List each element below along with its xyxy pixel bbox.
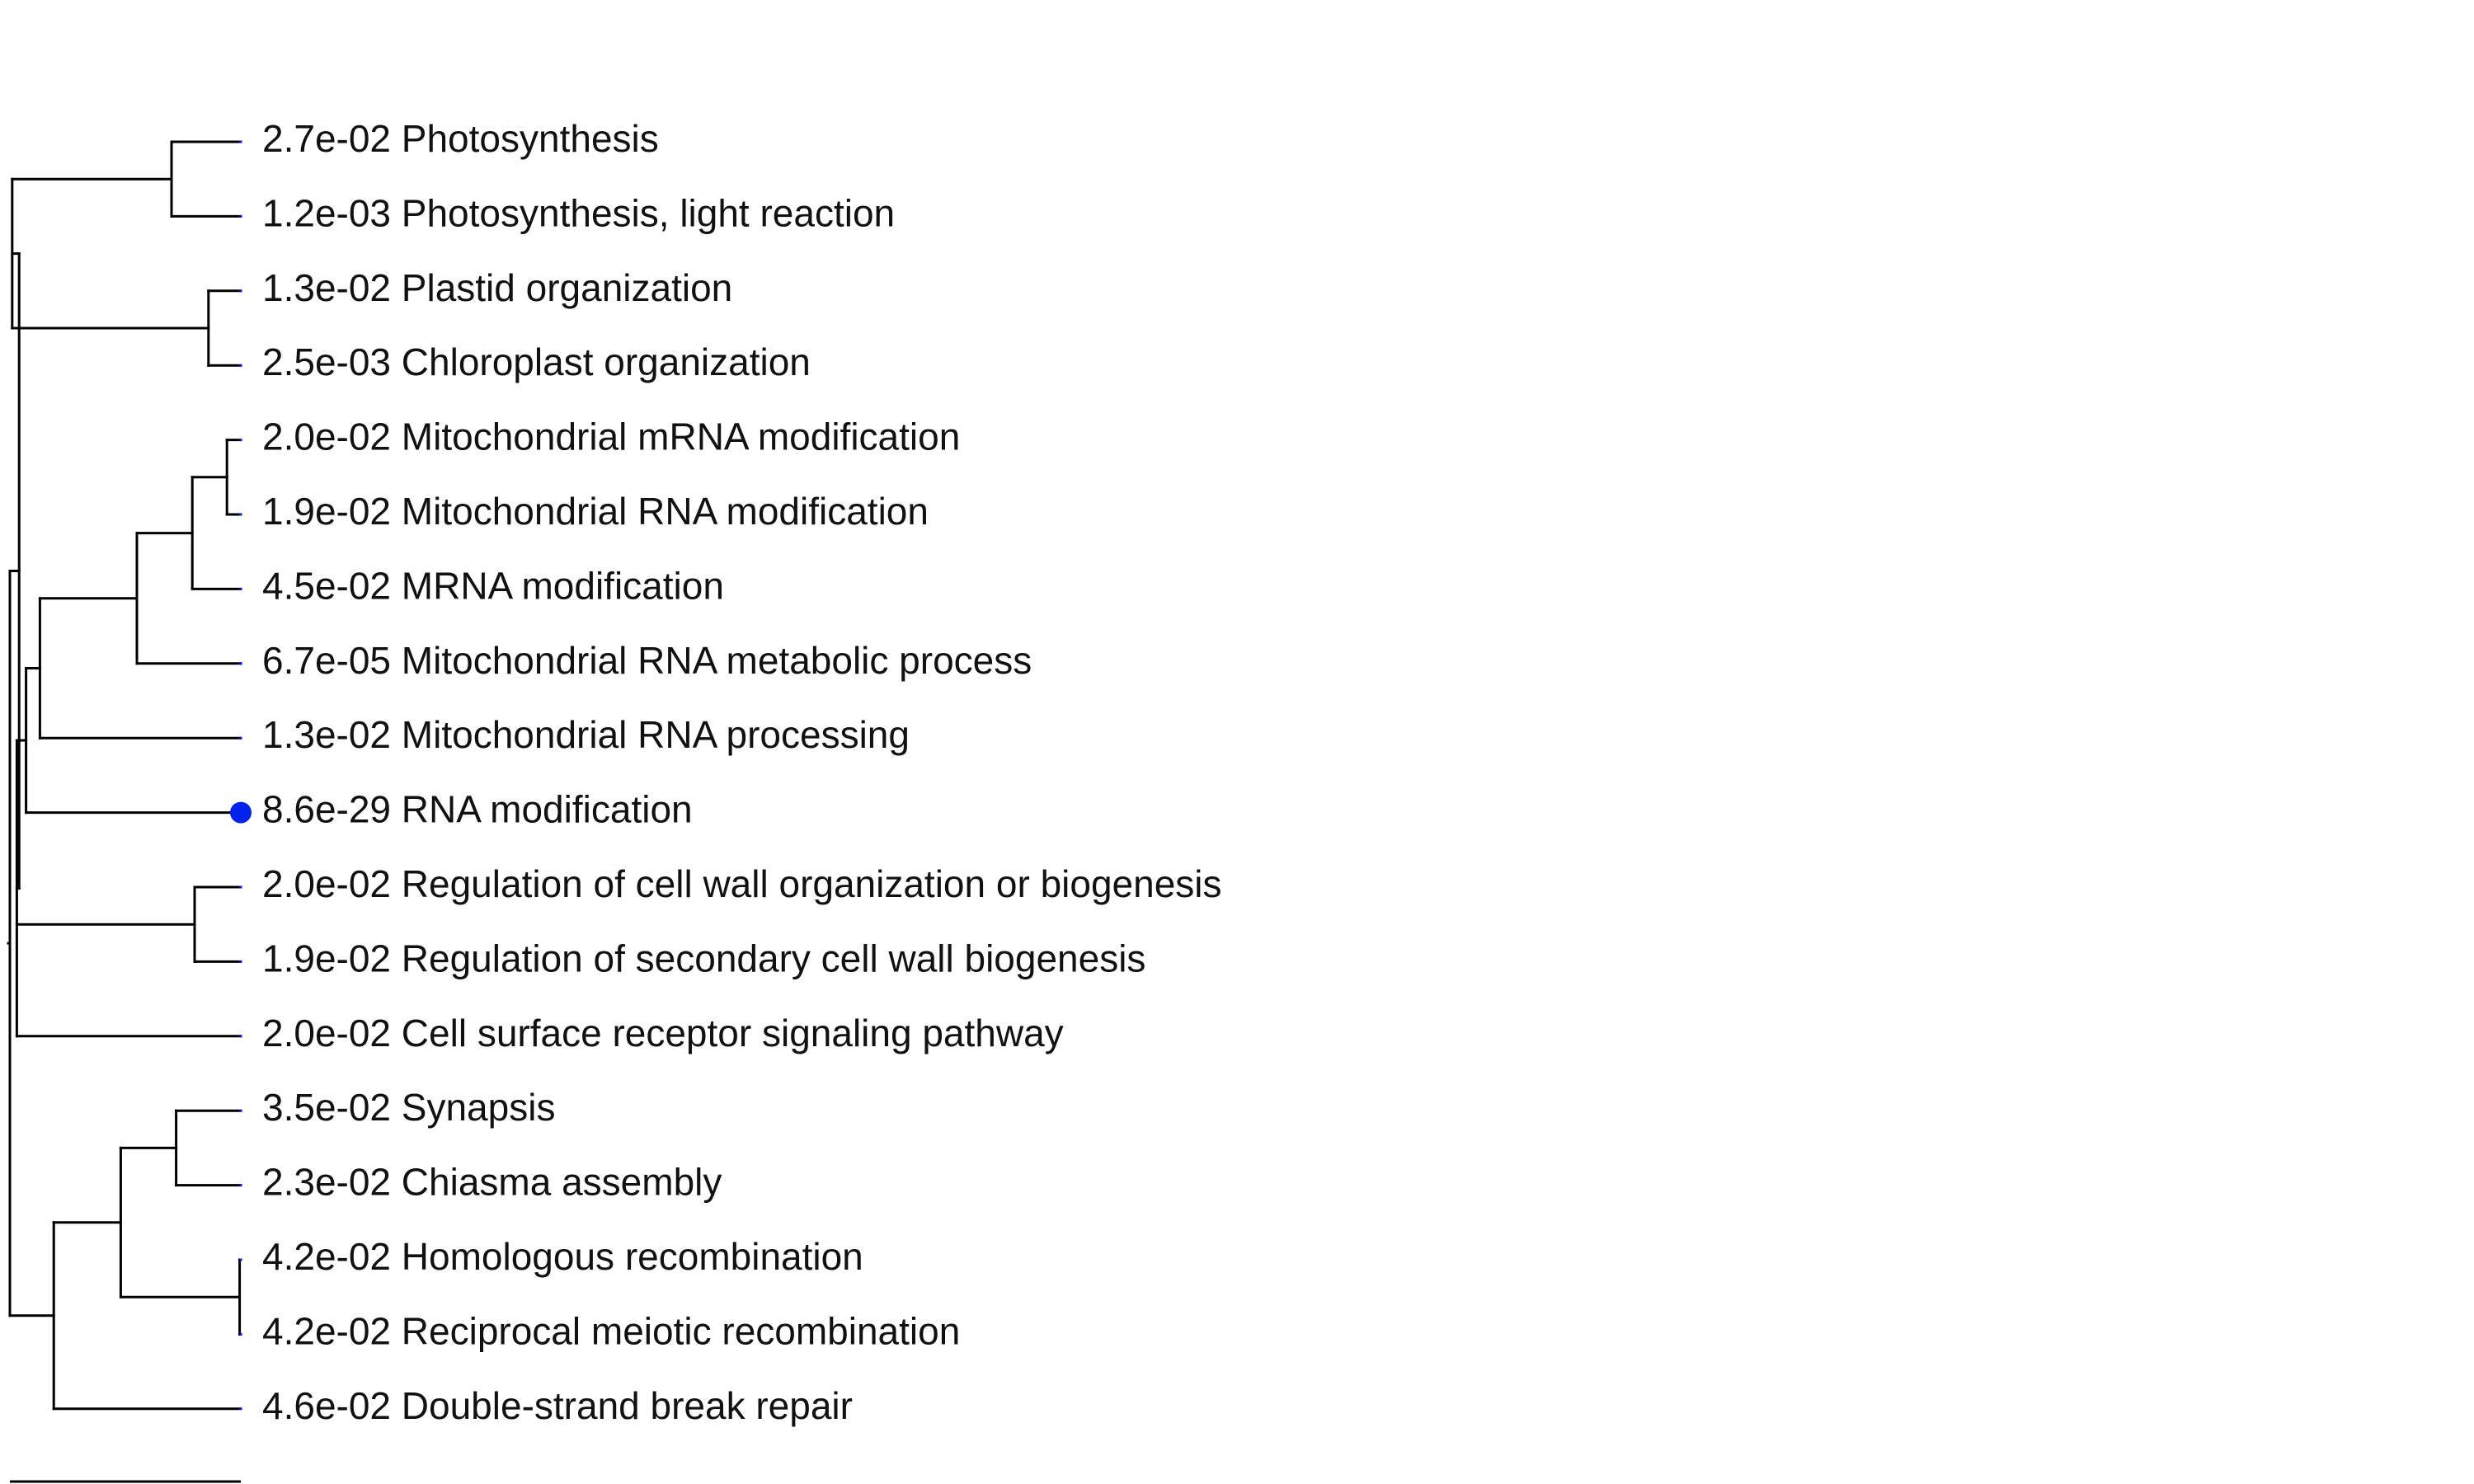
leaf-label-10 <box>262 862 1222 905</box>
leaf-node-12 <box>239 1035 242 1037</box>
leaf-label-3 <box>262 340 811 383</box>
leaf-term-8: Mitochondrial RNA processing <box>391 713 910 757</box>
leaf-node-6 <box>239 588 242 590</box>
leaf-term-9: RNA modification <box>391 787 693 831</box>
leaf-term-16: Reciprocal meiotic recombination <box>391 1309 961 1353</box>
leaf-pvalue-2: 1.3e-02 <box>262 265 392 309</box>
leaf-term-3: Chloroplast organization <box>391 340 811 384</box>
leaf-node-16 <box>239 1333 242 1336</box>
leaf-label-14 <box>262 1161 722 1204</box>
leaf-pvalue-0: 2.7e-02 <box>262 117 392 161</box>
leaf-node-9 <box>230 802 252 824</box>
leaf-pvalue-11: 1.9e-02 <box>262 937 392 980</box>
leaf-term-13: Synapsis <box>391 1086 556 1129</box>
leaf-label-11 <box>262 937 1145 980</box>
leaf-label-6 <box>262 565 724 608</box>
leaf-label-4 <box>262 416 960 458</box>
leaf-label-9 <box>262 788 693 831</box>
leaf-label-8 <box>262 713 910 756</box>
leaf-term-15: Homologous recombination <box>391 1235 863 1279</box>
leaf-label-16 <box>262 1310 960 1353</box>
leaf-pvalue-9: 8.6e-29 <box>262 787 392 831</box>
leaf-term-6: MRNA modification <box>391 564 724 608</box>
leaf-node-3 <box>239 364 242 367</box>
leaf-term-11: Regulation of secondary cell wall biogenesis <box>391 937 1146 980</box>
leaf-label-17 <box>262 1384 853 1427</box>
leaf-term-5: Mitochondrial RNA modification <box>391 490 929 533</box>
leaf-label-15 <box>262 1235 863 1278</box>
leaf-label-12 <box>262 1012 1064 1054</box>
leaf-node-4 <box>239 439 242 441</box>
leaf-pvalue-1: 1.2e-03 <box>262 191 392 235</box>
leaf-node-5 <box>239 513 242 515</box>
leaf-node-17 <box>239 1407 242 1410</box>
leaf-pvalue-17: 4.6e-02 <box>262 1383 392 1427</box>
leaf-term-14: Chiasma assembly <box>391 1160 722 1204</box>
leaf-term-1: Photosynthesis, light reaction <box>391 191 896 235</box>
leaf-term-7: Mitochondrial RNA metabolic process <box>391 638 1032 682</box>
leaf-term-4: Mitochondrial mRNA modification <box>391 415 961 458</box>
leaf-nodes <box>230 140 252 1410</box>
leaf-label-13 <box>262 1086 555 1129</box>
leaf-term-0: Photosynthesis <box>391 117 659 161</box>
leaf-node-0 <box>239 140 242 143</box>
leaf-node-10 <box>239 885 242 888</box>
leaf-term-2: Plastid organization <box>391 265 733 309</box>
leaf-pvalue-8: 1.3e-02 <box>262 713 392 757</box>
leaf-term-12: Cell surface receptor signaling pathway <box>391 1011 1064 1054</box>
leaf-term-10: Regulation of cell wall organization or biogenesis <box>391 862 1222 906</box>
leaf-pvalue-13: 3.5e-02 <box>262 1086 392 1129</box>
leaf-node-13 <box>239 1110 242 1112</box>
leaf-node-7 <box>239 662 242 665</box>
leaf-pvalue-10: 2.0e-02 <box>262 862 392 906</box>
leaf-label-1 <box>262 192 895 235</box>
leaf-label-7 <box>262 639 1032 682</box>
leaf-pvalue-3: 2.5e-03 <box>262 340 392 384</box>
leaf-node-2 <box>239 289 242 292</box>
leaf-pvalue-5: 1.9e-02 <box>262 490 392 533</box>
leaf-label-0 <box>262 117 659 160</box>
leaf-pvalue-7: 6.7e-05 <box>262 638 392 682</box>
leaf-node-14 <box>239 1184 242 1186</box>
branch-lines <box>8 142 241 1409</box>
leaf-pvalue-4: 2.0e-02 <box>262 415 392 458</box>
leaf-pvalue-12: 2.0e-02 <box>262 1011 392 1054</box>
leaf-pvalue-14: 2.3e-02 <box>262 1160 392 1204</box>
leaf-pvalue-15: 4.2e-02 <box>262 1235 392 1279</box>
leaf-node-15 <box>239 1258 242 1261</box>
leaf-term-17: Double-strand break repair <box>391 1383 853 1427</box>
leaf-node-11 <box>239 960 242 963</box>
leaf-label-2 <box>262 266 732 309</box>
leaf-label-5 <box>262 490 929 533</box>
leaf-node-1 <box>239 215 242 218</box>
leaf-pvalue-6: 4.5e-02 <box>262 564 392 608</box>
leaf-pvalue-16: 4.2e-02 <box>262 1309 392 1353</box>
leaf-labels <box>262 117 1222 1427</box>
leaf-node-8 <box>239 737 242 740</box>
